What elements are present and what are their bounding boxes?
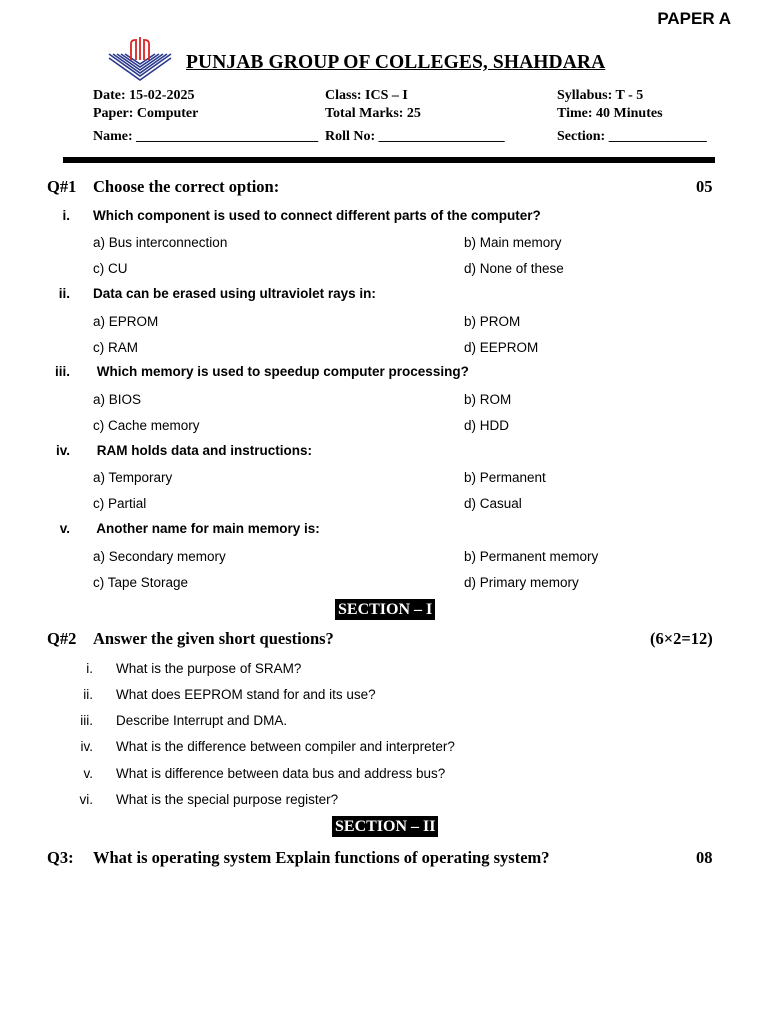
mcq-option-c: c) RAM: [93, 340, 138, 355]
short-question: Describe Interrupt and DMA.: [116, 713, 288, 728]
college-name: PUNJAB GROUP OF COLLEGES, SHAHDARA: [186, 52, 606, 73]
q1-marks: 05: [696, 177, 713, 196]
section-1-heading: SECTION – I: [335, 599, 435, 620]
mcq-number: iv.: [55, 443, 70, 458]
date-field: Date: 15-02-2025: [93, 88, 195, 103]
mcq-question: Which memory is used to speedup computer processing?: [93, 364, 469, 379]
short-question-number: i.: [86, 661, 93, 676]
paper-tag: PAPER A: [657, 9, 731, 28]
mcq-option-c: c) Cache memory: [93, 418, 200, 433]
mcq-option-c: c) CU: [93, 261, 128, 276]
short-question: What is the special purpose register?: [116, 792, 339, 807]
mcq-question: Another name for main memory is:: [93, 521, 320, 536]
mcq-option-c: c) Tape Storage: [93, 575, 189, 590]
college-logo-icon: [107, 36, 173, 82]
mcq-option-a: a) EPROM: [93, 314, 159, 329]
roll-field: Roll No: __________________: [325, 129, 505, 144]
short-question-number: v.: [83, 766, 93, 781]
mcq-option-b: b) Permanent: [464, 470, 546, 485]
short-question-number: ii.: [83, 687, 93, 702]
time-field: Time: 40 Minutes: [557, 106, 663, 121]
mcq-option-b: b) Main memory: [464, 235, 562, 250]
mcq-option-d: d) EEPROM: [464, 340, 539, 355]
q3-marks: 08: [696, 848, 713, 867]
q2-title: Answer the given short questions?: [93, 629, 334, 648]
mcq-option-a: a) BIOS: [93, 392, 142, 407]
mcq-option-b: b) ROM: [464, 392, 512, 407]
header-divider: [63, 157, 715, 163]
mcq-option-a: a) Temporary: [93, 470, 173, 485]
q1-title: Choose the correct option:: [93, 177, 280, 196]
paper-field: Paper: Computer: [93, 106, 199, 121]
syllabus-field: Syllabus: T - 5: [557, 88, 644, 103]
mcq-option-d: d) Primary memory: [464, 575, 579, 590]
short-question-number: iii.: [80, 713, 93, 728]
name-field: Name: __________________________: [93, 129, 319, 144]
mcq-option-d: d) None of these: [464, 261, 564, 276]
mcq-option-b: b) Permanent memory: [464, 549, 599, 564]
section-2-heading: SECTION – II: [332, 816, 438, 837]
mcq-option-c: c) Partial: [93, 496, 147, 511]
q1-number: Q#1: [47, 177, 77, 196]
mcq-number: ii.: [58, 286, 70, 301]
class-field: Class: ICS – I: [325, 88, 408, 103]
mcq-option-b: b) PROM: [464, 314, 521, 329]
q3-title: What is operating system Explain functions of operating system?: [93, 848, 550, 867]
short-question: What is the purpose of SRAM?: [116, 661, 302, 676]
q3-number: Q3:: [47, 848, 74, 867]
mcq-question: Which component is used to connect different parts of the computer?: [93, 208, 541, 223]
q2-number: Q#2: [47, 629, 77, 648]
mcq-option-d: d) HDD: [464, 418, 510, 433]
mcq-option-d: d) Casual: [464, 496, 522, 511]
mcq-question: RAM holds data and instructions:: [93, 443, 313, 458]
short-question-number: vi.: [79, 792, 93, 807]
mcq-question: Data can be erased using ultraviolet rays in:: [93, 286, 376, 301]
short-question-number: iv.: [80, 739, 93, 754]
mcq-option-a: a) Secondary memory: [93, 549, 226, 564]
short-question: What does EEPROM stand for and its use?: [116, 687, 376, 702]
mcq-number: i.: [62, 208, 70, 223]
short-question: What is difference between data bus and address bus?: [116, 766, 446, 781]
mcq-number: v.: [59, 521, 70, 536]
section-field: Section: ______________: [557, 129, 707, 144]
q2-marks: (6×2=12): [650, 629, 713, 648]
mcq-number: iii.: [54, 364, 70, 379]
short-question: What is the difference between compiler and interpreter?: [116, 739, 455, 754]
mcq-option-a: a) Bus interconnection: [93, 235, 228, 250]
total-marks-field: Total Marks: 25: [325, 106, 421, 121]
